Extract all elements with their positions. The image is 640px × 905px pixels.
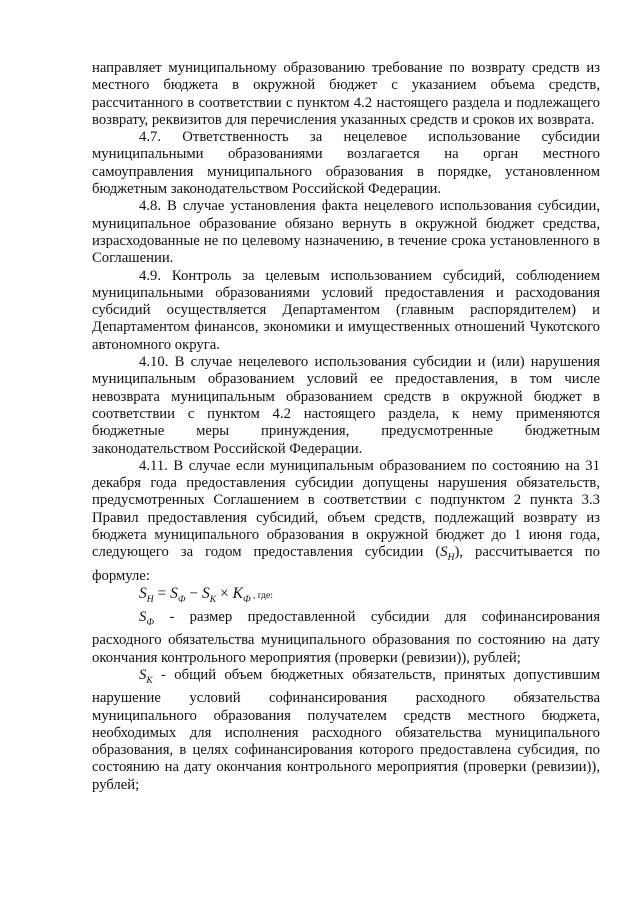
formula-term-sk: $S_K$ xyxy=(202,584,217,605)
formula-times: × xyxy=(216,584,233,602)
definition-sf xyxy=(92,609,600,667)
formula-minus: − xyxy=(185,584,203,602)
paragraph-4-9: 4.9. Контроль за целевым использованием субсидий, соблюдением муниципальными образованиями условий предоставления и расходования субсидий осуществляется Департаментом (главным распорядителем) и Департаментом финансов, экономики и имущественных отношений Чукотского автономного округа. xyxy=(92,267,600,353)
formula-lhs: $S_H$ xyxy=(139,584,154,605)
definition-sk-text: - общий объем бюджетных обязательств, принятых допустившим нарушение условий софинансирования расходного обязательства муниципального образования получателем средств местного бюджета, необходимых для исполнения расходного обязательства муниципального образования, в целях софинансирования которого предоставлена субсидия, по состоянию на дату окончания контрольного мероприятия (проверки (ревизии)), рублей; xyxy=(92,667,600,793)
paragraph-4-11 xyxy=(92,458,600,585)
symbol-sk: $S_K$ xyxy=(139,667,153,686)
formula-term-sf: $S_Ф$ xyxy=(170,584,186,605)
paragraph-4-10: 4.10. В случае нецелевого использования субсидии и (или) нарушения муниципальным образованием условий ее предоставления, в том числе невозврата муниципальным образованием средств в окружной бюджет в соответствии с пунктом 4.2 настоящего раздела, к нему применяются бюджетные меры принуждения, предусмотренные бюджетным законодательством Российской Федерации. xyxy=(92,354,600,457)
formula xyxy=(92,585,600,609)
definition-sf-text: - размер предоставленной субсидии для софинансирования расходного обязательства муниципального образования по состоянию на дату окончания контрольного мероприятия (проверки (ревизии)), рублей; xyxy=(92,609,600,666)
paragraph-4-11-end: ), рассчитывается по формуле: xyxy=(92,544,600,584)
definition-sk xyxy=(92,667,600,794)
formula-where: , где: xyxy=(250,590,273,601)
paragraph-4-8: 4.8. В случае установления факта нецелевого использования субсидии, муниципальное образование обязано вернуть в окружной бюджет средства, израсходованные не по целевому назначению, в течение срока установленного в Соглашении. xyxy=(92,198,600,267)
paragraph-4-7: 4.7. Ответственность за нецелевое использование субсидии муниципальными образованиями возлагается на орган местного самоуправления муниципального образования в порядке, установленном бюджетным законодательством Российской Федерации. xyxy=(92,129,600,198)
symbol-sf: $S_Ф$ xyxy=(139,609,154,629)
paragraph-4-11-text: 4.11. В случае если муниципальным образованием по состоянию на 31 декабря года предоставления субсидии допущены нарушения обязательств, предусмотренных Соглашением в соответствии с подпунктом 2 пункта 3.3 Правил предоставления субсидий, объем средств, подлежащий возврату из бюджета муниципального образования в окружной бюджет до 1 июня года, следующего за годом предоставления субсидии ( xyxy=(92,457,600,561)
formula-term-kf: $K_Ф$ xyxy=(232,584,251,605)
symbol-sh: $S_H$ xyxy=(440,544,455,564)
formula-equals: = xyxy=(153,584,171,602)
document-body xyxy=(92,60,600,794)
paragraph-continuation: направляет муниципальному образованию требование по возврату средств из местного бюджета в окружной бюджет с указанием объема средств, рассчитанного в соответствии с пунктом 4.2 настоящего раздела и подлежащего возврату, реквизитов для перечисления указанных средств и сроков их возврата. xyxy=(92,60,600,128)
